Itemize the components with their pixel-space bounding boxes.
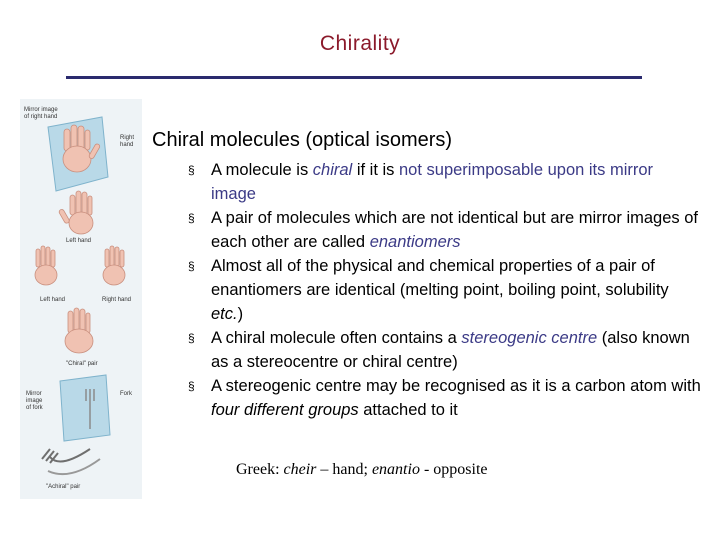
label-mirror-image-right-hand-1: Mirror image	[24, 107, 58, 113]
title-underline	[66, 76, 642, 79]
label-right-hand-pair: Right hand	[102, 297, 132, 303]
bullet-item-stereogenic-centre	[185, 326, 701, 374]
label-chiral-pair: "Chiral" pair	[66, 361, 98, 367]
label-left-hand-single: Left hand	[66, 238, 92, 244]
label-right-hand-2: hand	[120, 142, 134, 148]
label-right-hand-1: Right	[120, 135, 135, 141]
greek-cheir-meaning: – hand;	[316, 461, 368, 478]
fork-mirror-illustration	[42, 375, 110, 474]
svg-text:hand	[120, 142, 133, 148]
text: A pair of molecules which are not identical but are mirror images of each other are called	[211, 209, 698, 251]
text-four-different-groups: four different groups	[211, 401, 359, 419]
text-etc: etc.	[211, 305, 238, 323]
highlight-not-superimposable: not superimposable upon its mirror image	[211, 161, 654, 203]
slide-title: Chirality	[319, 32, 401, 55]
term-enantiomers: enantiomers	[369, 233, 461, 251]
bullet-icon: §	[188, 163, 195, 177]
label-mirror-fork-2: image	[26, 398, 43, 404]
text: Almost all of the physical and chemical properties of a pair of enantiomers are identical (melting point, boiling point, solubility	[211, 257, 669, 299]
text: if it is	[352, 161, 399, 179]
text: attached to it	[358, 401, 458, 419]
svg-text:of right hand	[24, 114, 57, 120]
bullet-icon: §	[188, 331, 195, 345]
text: A stereogenic centre may be recognised as it is a carbon atom with	[211, 377, 701, 395]
greek-word-enantio: enantio	[371, 461, 420, 478]
text: A chiral molecule often contains a	[211, 329, 462, 347]
text: A molecule is	[211, 161, 313, 179]
chiral-pair-illustration	[65, 308, 93, 353]
hand-pair-illustration	[35, 246, 125, 285]
hand-mirror-illustration	[48, 117, 108, 191]
slide-content	[152, 129, 712, 422]
bullet-item-four-groups	[185, 374, 701, 422]
section-heading: Chiral molecules (optical isomers)	[152, 129, 453, 151]
bullet-icon: §	[188, 211, 195, 225]
bullet-icon: §	[188, 259, 195, 273]
bullet-icon: §	[188, 379, 195, 393]
label-fork: Fork	[120, 391, 132, 397]
label-mirror-image-right-hand-2: of right hand	[24, 114, 58, 120]
left-hand-illustration	[58, 191, 93, 234]
bullet-item-properties	[185, 254, 701, 326]
svg-text:of fork	[26, 405, 44, 411]
svg-text:Right	[120, 135, 134, 141]
bullet-list	[152, 158, 712, 422]
bullet-item-chiral-definition	[185, 158, 701, 206]
bullet-item-enantiomers	[185, 206, 701, 254]
text: (also known as a stereocentre or chiral centre)	[211, 329, 690, 371]
greek-word-cheir: cheir	[283, 461, 317, 478]
svg-text:Mirror	[26, 391, 42, 397]
term-stereogenic-centre: stereogenic centre	[461, 329, 598, 347]
greek-enantio-meaning: - opposite	[419, 461, 488, 478]
svg-text:image	[26, 398, 43, 404]
term-chiral: chiral	[312, 161, 353, 179]
svg-text:Mirror image	[24, 107, 58, 113]
greek-prefix: Greek:	[236, 461, 280, 478]
label-mirror-fork-3: of fork	[26, 405, 43, 411]
greek-etymology	[236, 461, 488, 479]
chirality-illustration	[20, 99, 142, 499]
label-left-hand-pair: Left hand	[40, 297, 66, 303]
label-achiral-pair: "Achiral" pair	[46, 484, 81, 490]
text: )	[237, 305, 244, 323]
label-mirror-fork-1: Mirror	[26, 391, 42, 397]
